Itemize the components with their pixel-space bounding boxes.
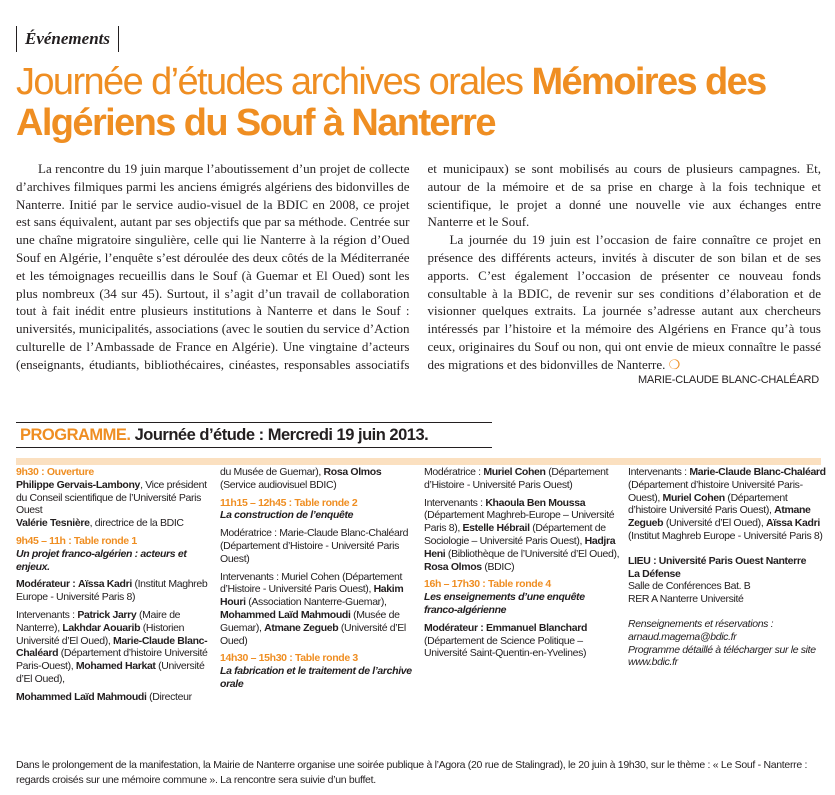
speakers <box>628 466 828 543</box>
programme-label: PROGRAMME. <box>20 426 131 444</box>
speaker-role: (Directeur <box>146 690 192 703</box>
speaker-role: , directrice de la BDIC <box>89 517 184 530</box>
author-signature: MARIE-CLAUDE BLANC-CHALÉARD <box>637 374 819 386</box>
venue <box>628 555 828 606</box>
session-roundtable-1 <box>16 535 212 573</box>
speaker-name: Marie-Claude Blanc-Chaléard <box>16 634 208 660</box>
speaker-name: Patrick Jarry <box>77 608 137 621</box>
speaker-name: Hakim Houri <box>220 583 404 609</box>
speaker-role: (Service audiovisuel BDIC) <box>220 478 337 491</box>
speakers-label: Intervenants : <box>424 496 483 509</box>
moderator <box>424 622 620 660</box>
speaker-name: Muriel Cohen <box>483 466 546 478</box>
session-title: Un projet franco-algérien : acteurs et enjeux. <box>16 547 187 573</box>
speaker-role: du Musée de Guemar), <box>220 466 324 478</box>
session-opening <box>16 466 212 530</box>
speaker-role: (Département d’Histoire - Université Paris Ouest) <box>424 466 609 491</box>
speaker-name: Khaoula Ben Moussa <box>485 496 586 509</box>
footer-note: Dans le prolongement de la manifestation, la Mairie de Nanterre organise une soirée publique à l’Agora (20 rue de Stalingrad), le 20 juin à 19h30, sur le thème : « Le Souf - Nanterre : regards croisés sur une mémoire commune ». La rencontre sera suivie d’un buffet. <box>16 759 808 786</box>
speaker-name: Muriel Cohen <box>662 491 725 504</box>
programme-column-1 <box>16 466 212 709</box>
session-title: Les enseignements d’une enquête franco-algérienne <box>424 591 585 616</box>
speaker-name: Rosa Olmos <box>424 560 482 573</box>
speaker-name: Aïssa Kadri <box>765 517 820 530</box>
speaker-role: (Département de Science Politique – Université Saint-Quentin-en-Yvelines) <box>424 634 587 660</box>
speaker-role: (Historien Université d’El Oued), <box>16 621 185 647</box>
speaker-role: (Association Nanterre-Guemar), <box>245 596 387 609</box>
contact-label: Renseignements et réservations : <box>628 617 774 630</box>
speakers-continued <box>16 691 212 704</box>
page-title <box>16 62 831 144</box>
speaker-name: Aïssa Kadri <box>77 578 132 591</box>
speaker-role: (Département d’histoire Université Paris-Ouest), <box>628 478 803 504</box>
speaker-name: Mohammed Laïd Mahmoudi <box>220 608 351 621</box>
speaker-role: (Bibliothèque de l’Université d’El Oued), <box>445 547 620 560</box>
section-tag: Événements <box>16 26 119 52</box>
speaker-role: (Département d’histoire Université Paris Ouest), <box>628 491 788 517</box>
download-note: Programme détaillé à télécharger sur le site <box>628 643 816 656</box>
speakers-label: Intervenants : <box>16 608 75 621</box>
speaker-name: Atmane Zegueb <box>264 621 339 634</box>
speakers-label: Intervenants : <box>628 466 687 478</box>
speakers <box>424 497 620 574</box>
article-paragraph-2 <box>428 231 822 373</box>
speaker-role: (Musée de Guemar), <box>220 608 400 634</box>
session-time: 9h30 : Ouverture <box>16 466 94 478</box>
moderator: Modératrice : Marie-Claude Blanc-Chaléard (Département d’Histoire - Université Paris Ouest) <box>220 527 409 565</box>
speakers-label: Intervenants : Muriel Cohen <box>220 570 340 583</box>
contact-email[interactable]: arnaud.magema@bdic.fr <box>628 630 737 643</box>
speaker-name: Marie-Claude Blanc-Chaléard <box>689 466 826 478</box>
programme-header <box>16 422 492 448</box>
speaker-name: Mohamed Harkat <box>75 660 156 673</box>
venue-room: Salle de Conférences Bat. B <box>628 580 751 593</box>
speaker-role: (BDIC) <box>481 560 515 573</box>
speaker-role: (Maire de Nanterre), <box>16 608 181 634</box>
speaker-name: Estelle Hébrail <box>462 522 530 535</box>
speaker-role: , Vice président du Conseil scientifique de l’Université Paris Ouest <box>16 478 207 517</box>
session-title: La construction de l’enquête <box>220 509 354 522</box>
programme-column-3 <box>424 466 620 665</box>
session-roundtable-2 <box>220 497 416 523</box>
speaker-name: Lakhdar Aouarib <box>62 621 141 634</box>
speaker-role: (Département d’Histoire - Université Paris Ouest), <box>220 570 403 596</box>
session-time: 14h30 – 15h30 : Table ronde 3 <box>220 652 358 665</box>
speaker-role: (Département d’histoire Université Paris-Ouest), <box>16 647 208 673</box>
article-body <box>16 160 821 374</box>
speakers-continued <box>220 466 416 492</box>
moderator <box>16 578 212 604</box>
speaker-name: Emmanuel Blanchard <box>485 621 588 634</box>
speaker-name: Rosa Olmos <box>323 466 382 478</box>
speaker-name: Hadjra Heni <box>424 534 616 560</box>
venue-site: La Défense <box>628 567 681 580</box>
programme-column-2 <box>220 466 416 696</box>
session-time: 9h45 – 11h : Table ronde 1 <box>16 534 137 547</box>
speaker-name: Atmane Zegueb <box>628 504 811 530</box>
moderator-label: Modératrice : <box>424 466 481 478</box>
venue-name: LIEU : Université Paris Ouest Nanterre <box>628 554 807 567</box>
speaker-role: (Université d’El Oued), <box>663 517 766 530</box>
programme-divider <box>16 458 821 465</box>
programme-title: Journée d’étude : Mercredi 19 juin 2013. <box>134 426 429 444</box>
speaker-role: (Université d’El Oued) <box>220 621 406 647</box>
programme-column-4 <box>628 466 828 674</box>
session-time: 11h15 – 12h45 : Table ronde 2 <box>220 496 358 509</box>
speaker-role: (Département de Sociologie – Université Paris Ouest), <box>424 522 606 547</box>
speaker-name: Mohammed Laïd Mahmoudi <box>16 690 147 703</box>
session-title: La fabrication et le traitement de l’archive orale <box>220 665 412 690</box>
session-roundtable-3 <box>220 652 416 690</box>
article-paragraph-1: La rencontre du 19 juin marque l’aboutissement d’un projet de collecte d’archives filmiques parmi les anciens émigrés algériens des bidonvilles de Nanterre. Initié par le service audio-visuel de la BDIC en 2008, ce projet est sans équivalent, autant par ses objectifs que par sa méthode. Centrée sur une chaîne migratoire singulière, celle qui lie Nanterre à la région d’Oued Souf en Algérie, l’enquête s’est déroulée des deux côtés de la Méditerranée et les témoignages recueillis dans le Souf (à Guemar et El Oued) sont les plus nombreux (34 sur 45). Surtout, il s’agit d’un travail de collaboration tout à fait inédit entre plusieurs institutions à Nanterre et dans le Souf : universités, municipalités, associations (avec le soutien du service d’Action culturelle de l’Ambassade de France en Algérie). Une vingtaine d’acteurs (enseignants, étudiants, bibliothécaires, cinéastes, responsables associatifs et municipaux) se sont mobilisés au cours de plusieurs campagnes. Et, autour de la mémoire et de sa prise en charge à la fois technique et scientifique, le projet a donné une nouvelle vie aux échanges entre Nanterre et le Souf. <box>16 161 821 372</box>
speaker-role: (Université d’El Oued), <box>16 660 205 685</box>
venue-transport: RER A Nanterre Université <box>628 593 744 606</box>
speaker-role: (Département Maghreb-Europe – Université Paris 8), <box>424 509 615 535</box>
article-paragraph-2-text: La journée du 19 juin est l’occasion de faire connaître ce projet en présence des différents acteurs, invités à discuter de son bilan et de ses apports. C’est également l’occasion de présenter ce nouveau fonds consultable à la BDIC, de revenir sur ses conditions d’élaboration et de visionner quelques extraits. La journée s’adresse autant aux chercheurs intéressés par l’histoire et la mémoire des Algériens en France qu’à tous ceux, originaires du Souf ou non, qui ont envie de mieux connaître le passé des migrations et des bidonvilles de Nanterre. <box>427 232 821 372</box>
speakers <box>16 609 212 686</box>
speaker-role: (Institut Maghreb Europe - Université Paris 8) <box>16 578 208 604</box>
session-roundtable-4 <box>424 578 620 616</box>
moderator <box>424 466 620 492</box>
speakers <box>220 571 416 648</box>
moderator-label: Modérateur : <box>16 578 76 591</box>
end-mark-icon: ❍ <box>668 356 681 372</box>
moderator-label: Modérateur : <box>424 621 484 634</box>
session-time: 16h – 17h30 : Table ronde 4 <box>424 578 551 591</box>
speaker-role: (Institut Maghreb Europe - Université Paris 8) <box>628 529 823 542</box>
title-lead: Journée d’études archives orales <box>16 61 523 103</box>
contact-info <box>628 618 828 669</box>
website-link[interactable]: www.bdic.fr <box>628 656 678 669</box>
speaker-name: Valérie Tesnière <box>16 517 90 530</box>
speaker-name: Philippe Gervais-Lambony <box>16 478 141 491</box>
title-main: Mémoires des Algériens du Souf à Nanterre <box>16 61 766 144</box>
